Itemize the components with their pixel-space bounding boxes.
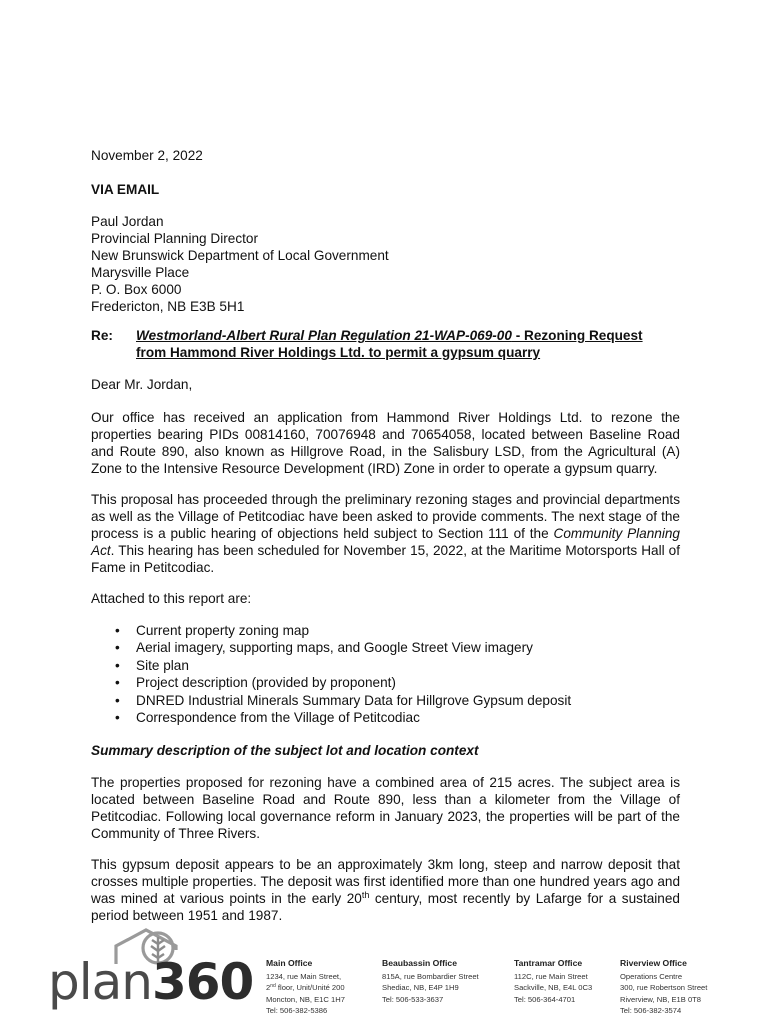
office-name: Riverview Office bbox=[620, 958, 687, 968]
office-phone: Tel: 506-533-3637 bbox=[382, 994, 444, 1004]
office-name: Main Office bbox=[266, 958, 313, 968]
office-building: Operations Centre bbox=[620, 972, 683, 981]
office-name: Beaubassin Office bbox=[382, 958, 457, 968]
tantramar-office bbox=[514, 957, 592, 1005]
subject-line bbox=[136, 327, 680, 361]
recipient-address bbox=[91, 213, 680, 315]
recipient-city: Fredericton, NB E3B 5H1 bbox=[91, 299, 245, 314]
paragraph-deposit bbox=[91, 856, 680, 924]
section-heading: Summary description of the subject lot and location context bbox=[91, 743, 479, 758]
deposit-text-b: century, most recently by Lafarge for a sustained period between 1951 and 1987. bbox=[91, 891, 680, 923]
riverview-office bbox=[620, 957, 707, 1017]
logo-text-360: 360 bbox=[151, 953, 254, 1011]
office-city: Riverview, NB, E1B 0T8 bbox=[620, 994, 702, 1004]
office-street: 815A, rue Bombardier Street bbox=[382, 972, 479, 981]
office-name: Tantramar Office bbox=[514, 958, 583, 968]
act-name: Community Planning Act bbox=[91, 526, 680, 558]
subject-rest: - Rezoning Request bbox=[511, 328, 643, 343]
salutation: Dear Mr. Jordan, bbox=[91, 377, 193, 392]
ordinal-suffix: th bbox=[361, 890, 370, 900]
logo-text-plan: plan bbox=[48, 953, 152, 1011]
recipient-po-box: P. O. Box 6000 bbox=[91, 282, 182, 297]
office-street: 112C, rue Main Street bbox=[514, 972, 588, 981]
office-city: Shediac, NB, E4P 1H9 bbox=[382, 983, 459, 993]
office-city: Sackville, NB, E4L 0C3 bbox=[514, 983, 593, 993]
hearing-text-b: . This hearing has been scheduled for November 15, 2022, at the Maritime Motorsports Hall of Fame in Petitcodiac. bbox=[91, 543, 680, 575]
attachments-intro: Attached to this report are: bbox=[91, 591, 252, 606]
office-street: 300, rue Robertson Street bbox=[620, 983, 708, 993]
subject-regulation: Westmorland-Albert Rural Plan Regulation 21-WAP-069-00 bbox=[136, 328, 512, 343]
office-floor: 2nd floor, Unit/Unité 200 bbox=[266, 983, 345, 993]
recipient-department: New Brunswick Department of Local Government bbox=[91, 248, 389, 263]
attachments-list bbox=[91, 622, 571, 726]
paragraph-hearing bbox=[91, 491, 680, 576]
list-item: • Aerial imagery, supporting maps, and Google Street View imagery bbox=[91, 639, 571, 656]
beaubassin-office bbox=[382, 957, 479, 1005]
paragraph-application: Our office has received an application from Hammond River Holdings Ltd. to rezone the properties bearing PIDs 00814160, 70076948 and 70654058, located between Baseline Road and Route 890, also known as Hillgrove Road, in the Salisbury LSD, from the Agricultural (A) Zone to the Intensive Resource Development (IRD) Zone in order to operate a gypsum quarry. bbox=[91, 410, 680, 476]
office-phone: Tel: 506-382-5386 bbox=[266, 1006, 328, 1016]
delivery-method: VIA EMAIL bbox=[91, 182, 160, 197]
subject-label: Re: bbox=[91, 328, 113, 343]
paragraph-properties: The properties proposed for rezoning have a combined area of 215 acres. The subject area is located between Baseline Road and Route 890, less than a kilometer from the Village of Petitcodiac. Following local governance reform in January 2023, the properties will be part of the Community of Three Rivers. bbox=[91, 775, 680, 841]
hearing-text-a: This proposal has proceeded through the preliminary rezoning stages and provincial departments as well as the Village of Petitcodiac have been asked to provide comments. The next stage of the process is a public hearing of objections held subject to Section 111 of the bbox=[91, 492, 680, 541]
office-phone: Tel: 506-364-4701 bbox=[514, 994, 576, 1004]
subject-line-2: from Hammond River Holdings Ltd. to permit a gypsum quarry bbox=[136, 345, 541, 360]
plan360-logo bbox=[48, 952, 253, 1012]
office-city: Moncton, NB, E1C 1H7 bbox=[266, 994, 345, 1004]
list-item: • Correspondence from the Village of Petitcodiac bbox=[91, 709, 571, 726]
list-item: • Project description (provided by proponent) bbox=[91, 674, 571, 691]
office-phone: Tel: 506-382-3574 bbox=[620, 1006, 682, 1016]
list-item: • Current property zoning map bbox=[91, 622, 571, 639]
list-item: • DNRED Industrial Minerals Summary Data for Hillgrove Gypsum deposit bbox=[91, 692, 571, 709]
main-office bbox=[266, 957, 345, 1017]
recipient-building: Marysville Place bbox=[91, 265, 190, 280]
office-street: 1234, rue Main Street, bbox=[266, 972, 342, 981]
deposit-text-a: This gypsum deposit appears to be an approximately 3km long, steep and narrow deposit that crosses multiple properties. The deposit was first identified more than one hundred years ago and was mined at various points in the early 20 bbox=[91, 857, 680, 906]
list-item: • Site plan bbox=[91, 657, 571, 674]
recipient-title: Provincial Planning Director bbox=[91, 231, 258, 246]
recipient-name: Paul Jordan bbox=[91, 214, 164, 229]
letter-date: November 2, 2022 bbox=[91, 148, 203, 163]
